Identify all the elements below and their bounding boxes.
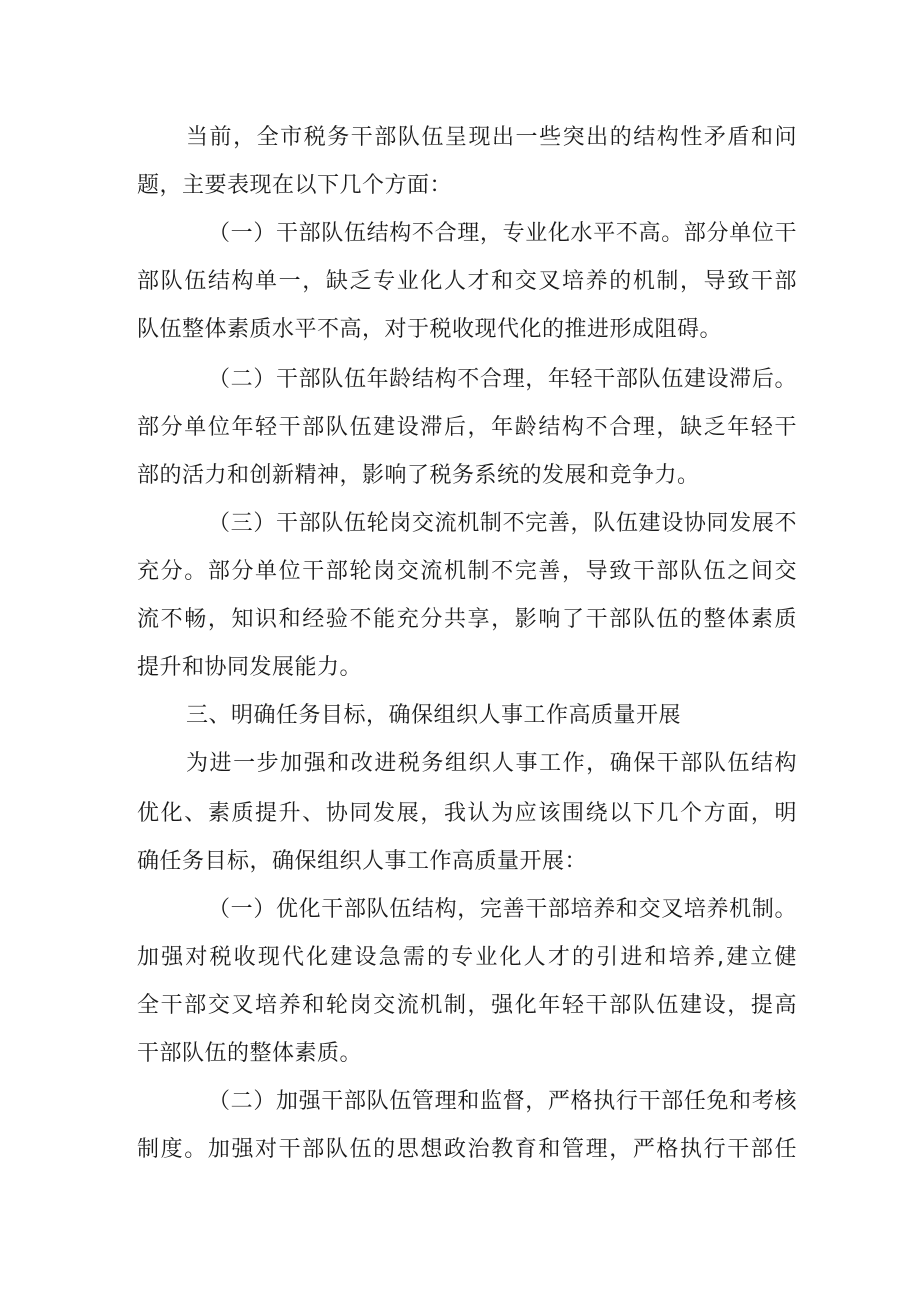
- paragraph-line: 提升和协同发展能力。: [137, 655, 363, 680]
- paragraph-line: 部分单位年轻干部队伍建设滞后，年龄结构不合理，缺乏年轻干: [137, 415, 797, 440]
- paragraph-line: 部队伍结构单一，缺乏专业化人才和交叉培养的机制，导致干部: [137, 269, 797, 294]
- paragraph-line: 队伍整体素质水平不高，对于税收现代化的推进形成阻碍。: [137, 317, 723, 342]
- paragraph-line: 优化、素质提升、协同发展，我认为应该围绕以下几个方面，明: [137, 801, 797, 826]
- paragraph-line: （二）加强干部队伍管理和监督，严格执行干部任免和考核: [208, 1089, 797, 1114]
- paragraph-line: 充分。部分单位干部轮岗交流机制不完善，导致干部队伍之间交: [137, 559, 797, 584]
- paragraph-line: （一）优化干部队伍结构，完善干部培养和交叉培养机制。: [208, 897, 797, 922]
- paragraph-line: 为进一步加强和改进税务组织人事工作，确保干部队伍结构: [186, 751, 797, 776]
- paragraph-line: 加强对税收现代化建设急需的专业化人才的引进和培养,建立健: [137, 945, 797, 970]
- paragraph-line: 流不畅，知识和经验不能充分共享，影响了干部队伍的整体素质: [137, 607, 797, 632]
- paragraph-line: （一）干部队伍结构不合理，专业化水平不高。部分单位干: [208, 221, 797, 246]
- paragraph-line: （三）干部队伍轮岗交流机制不完善，队伍建设协同发展不: [208, 511, 797, 536]
- paragraph-line: 全干部交叉培养和轮岗交流机制，强化年轻干部队伍建设，提高: [137, 993, 797, 1018]
- paragraph-line: 部的活力和创新精神，影响了税务系统的发展和竞争力。: [137, 463, 700, 488]
- paragraph-line: 确任务目标，确保组织人事工作高质量开展：: [137, 849, 588, 874]
- paragraph-line: 题，主要表现在以下几个方面：: [137, 173, 453, 198]
- paragraph-line: 干部队伍的整体素质。: [137, 1041, 363, 1066]
- paragraph-line: （二）干部队伍年龄结构不合理，年轻干部队伍建设滞后。: [208, 367, 797, 392]
- paragraph-line: 制度。加强对干部队伍的思想政治教育和管理，严格执行干部任: [137, 1137, 797, 1162]
- paragraph-line: 当前，全市税务干部队伍呈现出一些突出的结构性矛盾和问: [186, 125, 797, 150]
- section-heading: 三、明确任务目标，确保组织人事工作高质量开展: [186, 703, 682, 728]
